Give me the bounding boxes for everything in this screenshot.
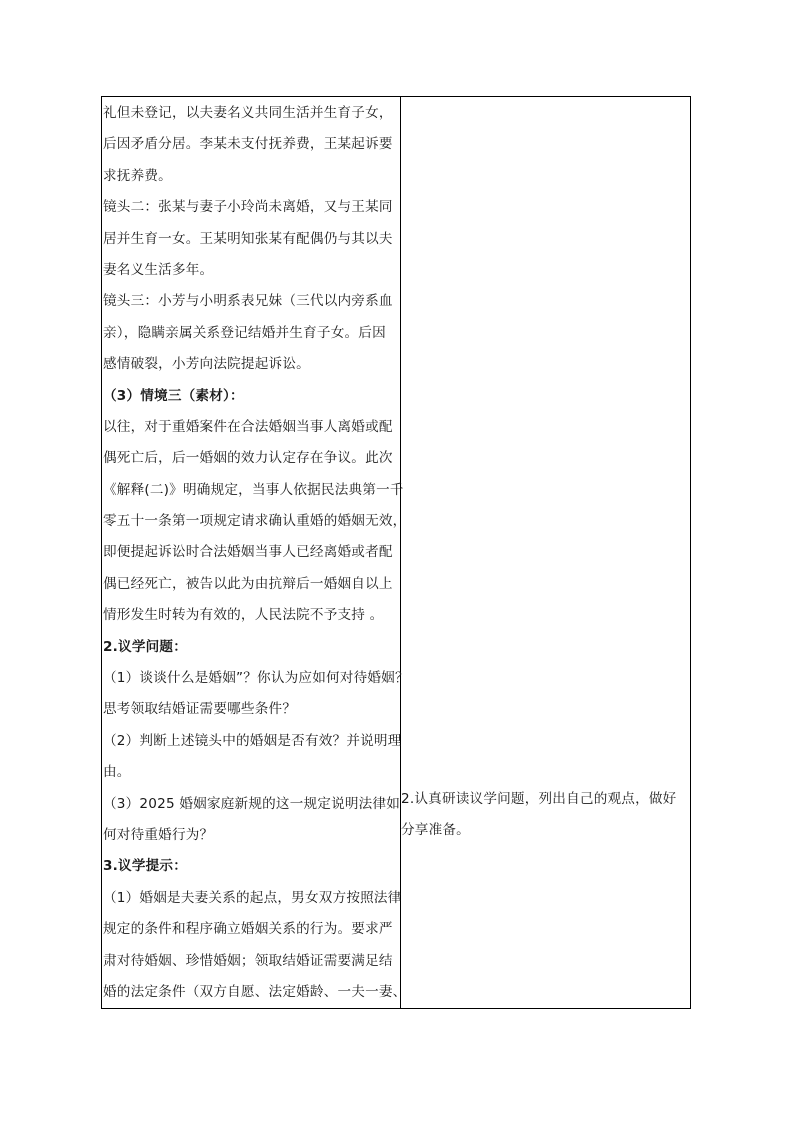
text-line: 何对待重婚行为？ <box>103 826 214 843</box>
text-line: （1）谈谈什么是婚姻”？你认为应如何对待婚姻？ <box>103 670 409 687</box>
text-line: 后因矛盾分居。李某未支付抚养费，王某起诉要 <box>103 136 393 153</box>
text-line: （2）判断上述镜头中的婚姻是否有效？并说明理 <box>103 732 402 749</box>
text-line: 镜头二：张某与妻子小玲尚未离婚，又与王某同 <box>103 199 393 216</box>
activity-content <box>102 97 409 1008</box>
text-line: 镜头三：小芳与小明系表兄妹（三代以内旁系血 <box>103 293 393 310</box>
text-line: 感情破裂，小芳向法院提起诉讼。 <box>103 356 310 373</box>
text-line: 以往，对于重婚案件在合法婚姻当事人离婚或配 <box>103 418 393 435</box>
text-line: 《解释(二)》明确规定，当事人依据民法典第一千 <box>103 481 404 498</box>
text-line: 礼但未登记，以夫妻名义共同生活并生育子女， <box>103 105 393 121</box>
section-heading: 3.议学提示： <box>103 858 187 875</box>
text-line: 偶死亡后，后一婚姻的效力认定存在争议。此次 <box>103 450 393 467</box>
text-line: 思考领取结婚证需要哪些条件？ <box>103 701 297 718</box>
text-line: 情形发生时转为有效的，人民法院不予支持 。 <box>103 607 384 624</box>
text-line: 规定的条件和程序确立婚姻关系的行为。要求严 <box>103 921 393 938</box>
text-line: 分享准备。 <box>401 822 470 839</box>
section-heading: 2.议学问题： <box>103 638 187 655</box>
section-heading: （3）情境三（素材）： <box>103 387 244 404</box>
student-activity-content <box>401 784 687 847</box>
activity-content-cell <box>102 97 409 1009</box>
text-line: 妻名义生活多年。 <box>103 261 214 278</box>
text-line: 亲），隐瞒亲属关系登记结婚并生育子女。后因 <box>103 324 386 341</box>
text-line: 即便提起诉讼时合法婚姻当事人已经离婚或者配 <box>103 544 393 561</box>
student-activity-cell <box>401 97 691 1009</box>
text-line: 求抚养费。 <box>103 167 172 184</box>
text-line: 零五十一条第一项规定请求确认重婚的婚姻无效， <box>103 513 407 530</box>
text-line: 居并生育一女。王某明知张某有配偶仍与其以夫 <box>103 230 393 247</box>
text-line: 婚的法定条件（双方自愿、法定婚龄、一夫一妻、 <box>103 983 407 1000</box>
text-line: 由。 <box>103 764 131 781</box>
text-line: （1）婚姻是夫妻关系的起点，男女双方按照法律 <box>103 889 402 906</box>
text-line: 偶已经死亡，被告以此为由抗辩后一婚姻自以上 <box>103 575 393 592</box>
text-line: （3）2025 婚姻家庭新规的这一规定说明法律如 <box>103 795 401 812</box>
text-line: 肃对待婚姻、珍惜婚姻；领取结婚证需要满足结 <box>103 952 393 969</box>
lesson-table <box>101 96 691 1009</box>
text-line: 2.认真研读议学问题，列出自己的观点，做好 <box>401 791 677 807</box>
